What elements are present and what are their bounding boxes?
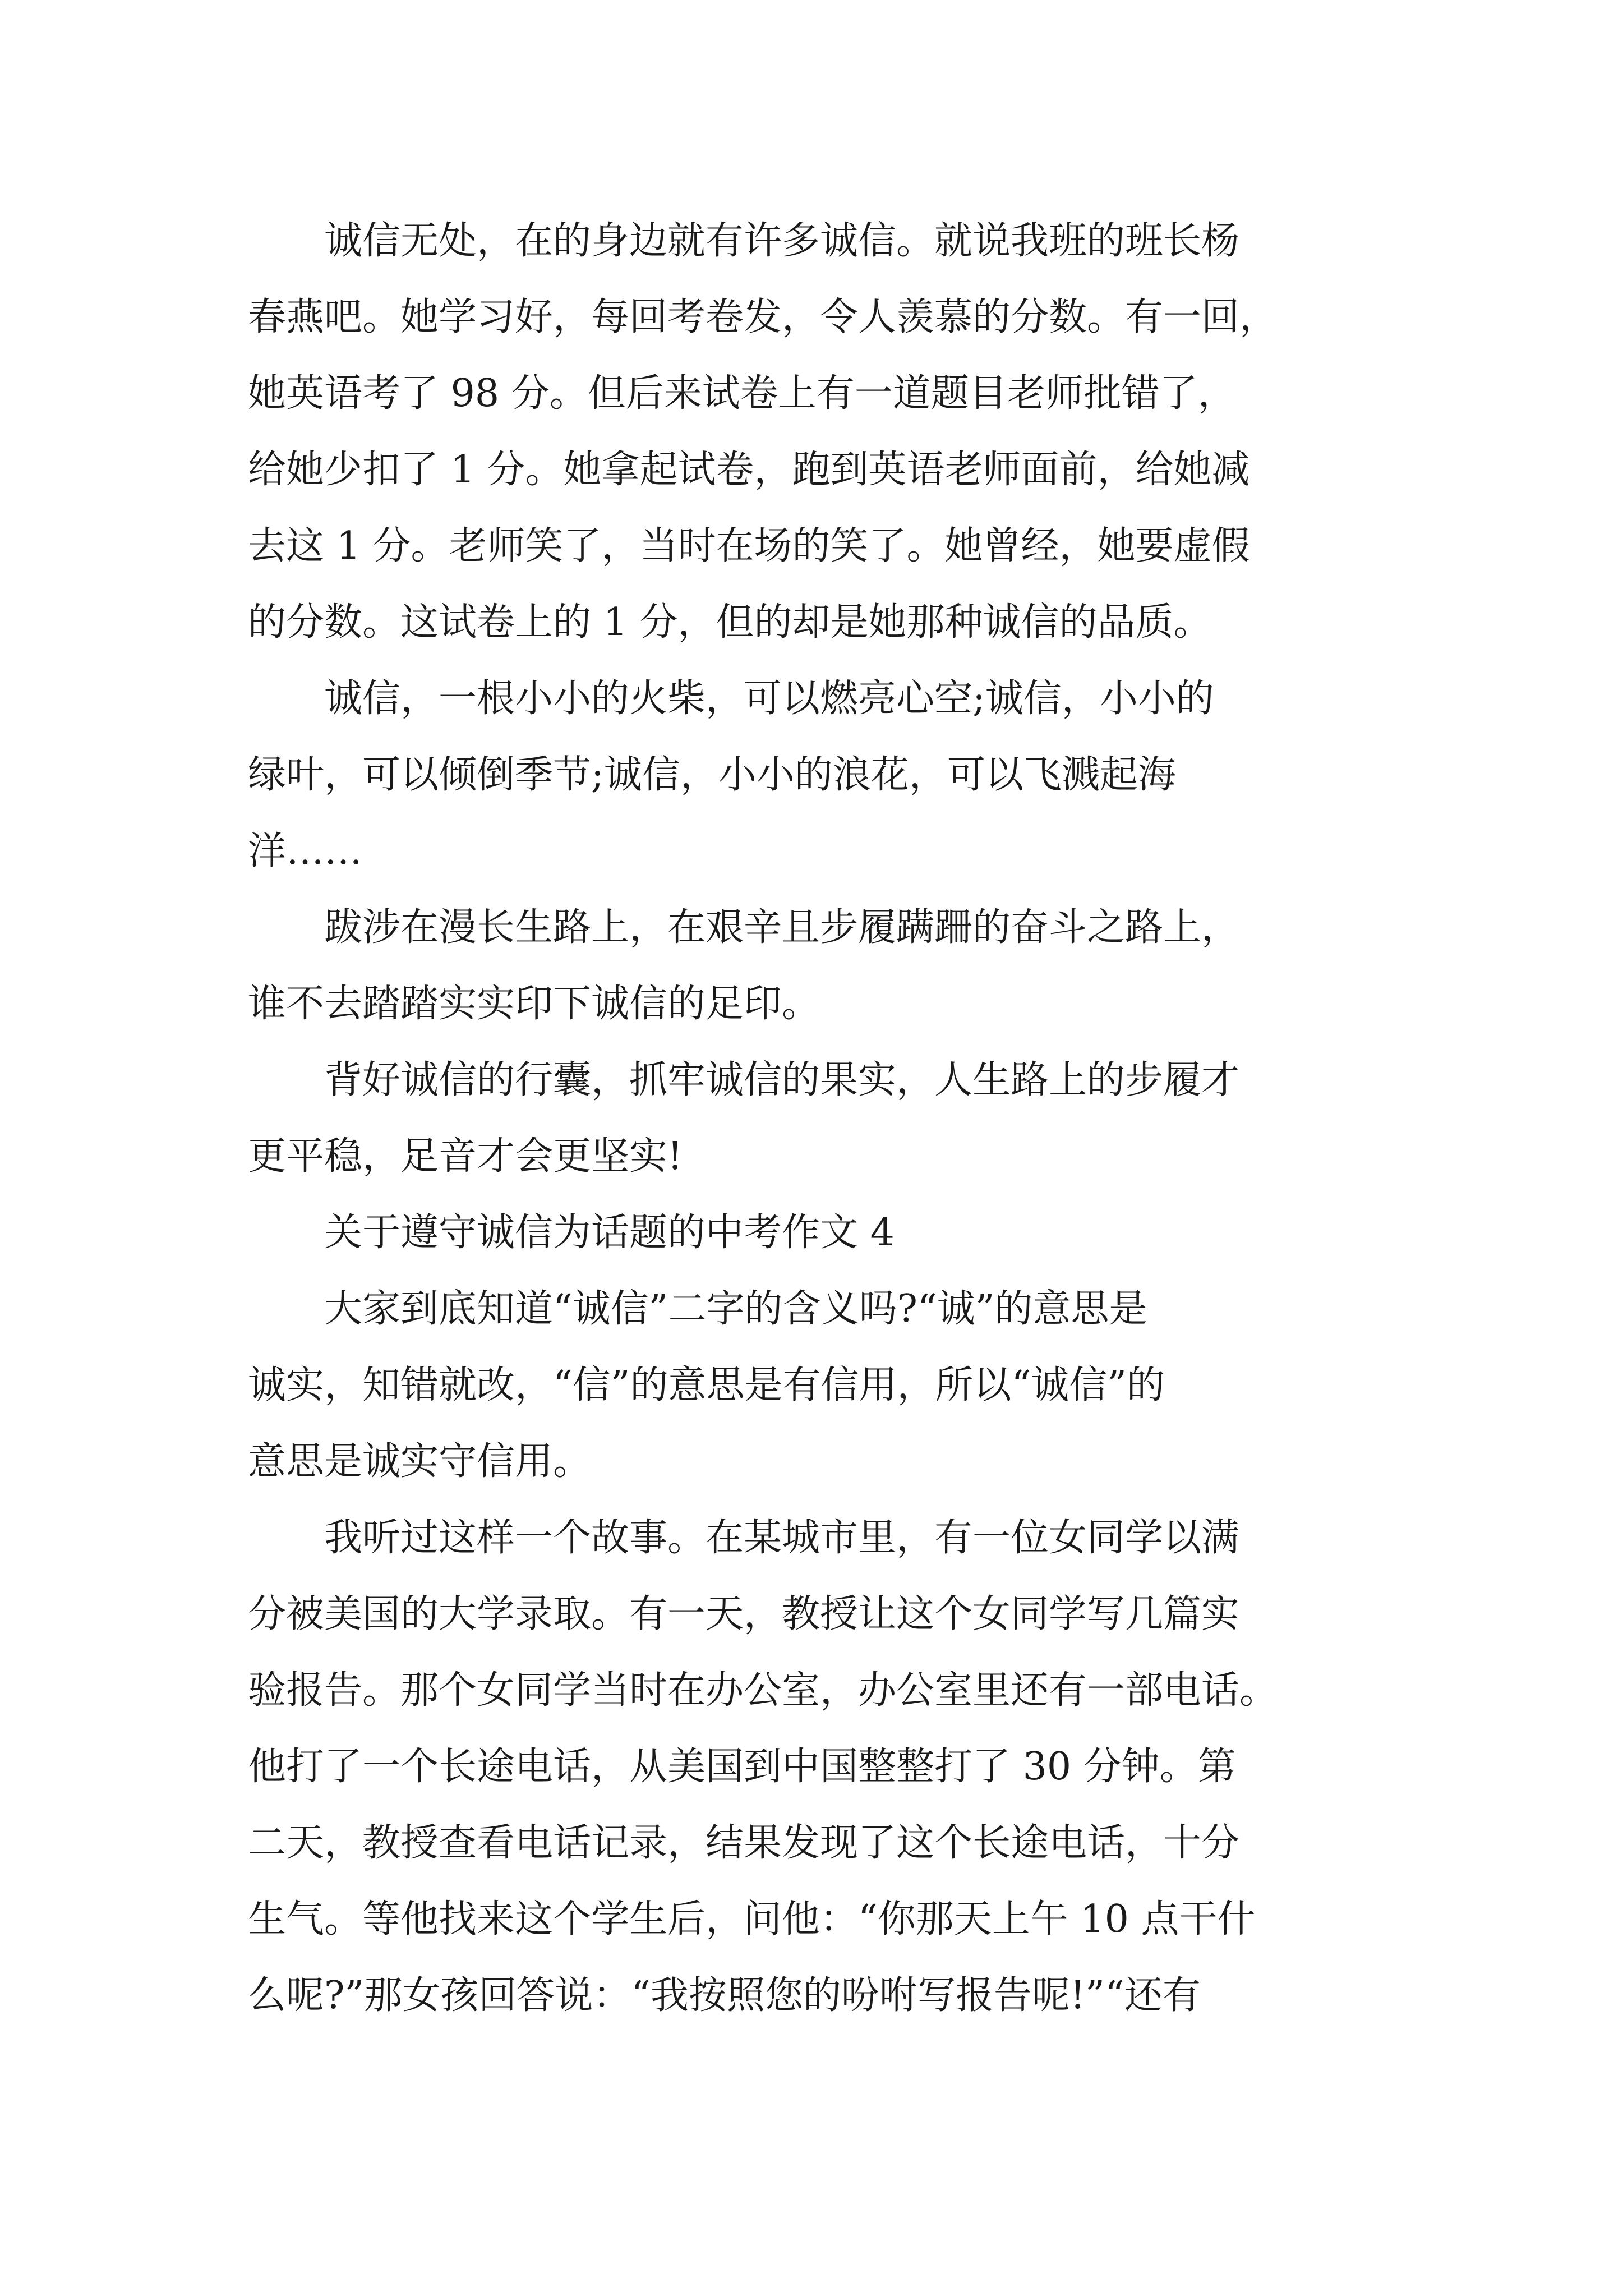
text-line: 她英语考了 98 分。但后来试卷上有一道题目老师批错了，	[248, 371, 1236, 416]
text-line: 分被美国的大学录取。有一天，教授让这个女同学写几篇实	[248, 1592, 1240, 1636]
text-line: 给她少扣了 1 分。她拿起试卷，跑到英语老师面前，给她减	[248, 448, 1250, 492]
text-line: 绿叶，可以倾倒季节;诚信，小小的浪花，可以飞溅起海	[248, 753, 1176, 797]
text-line: 的分数。这试卷上的 1 分，但的却是她那种诚信的品质。	[248, 600, 1212, 645]
text-line: 洋……	[248, 829, 363, 873]
text-line: 么呢?”那女孩回答说：“我按照您的吩咐写报告呢!”“还有	[248, 1973, 1201, 2018]
text-line: 意思是诚实守信用。	[248, 1439, 592, 1484]
text-line: 背好诚信的行囊，抓牢诚信的果实，人生路上的步履才	[324, 1058, 1240, 1102]
text-line: 更平稳，足音才会更坚实!	[248, 1134, 683, 1179]
text-line: 跋涉在漫长生路上，在艰辛且步履蹒跚的奋斗之路上，	[324, 905, 1240, 950]
document-body	[248, 203, 1392, 2034]
text-line: 验报告。那个女同学当时在办公室，办公室里还有一部电话。	[248, 1668, 1278, 1713]
text-line: 谁不去踏踏实实印下诚信的足印。	[248, 982, 820, 1026]
text-line: 诚信，一根小小的火柴，可以燃亮心空;诚信，小小的	[324, 677, 1214, 721]
text-line: 诚实，知错就改，“信”的意思是有信用，所以“诚信”的	[248, 1363, 1165, 1407]
text-line: 去这 1 分。老师笑了，当时在场的笑了。她曾经，她要虚假	[248, 524, 1250, 568]
text-line: 诚信无处，在的身边就有许多诚信。就说我班的班长杨	[324, 219, 1240, 263]
text-line: 他打了一个长途电话，从美国到中国整整打了 30 分钟。第	[248, 1745, 1236, 1789]
section-heading: 关于遵守诚信为话题的中考作文 4	[324, 1211, 895, 1255]
text-line: 生气。等他找来这个学生后，问他：“你那天上午 10 点干什	[248, 1897, 1256, 1941]
text-line: 大家到底知道“诚信”二字的含义吗?“诚”的意思是	[324, 1287, 1147, 1331]
text-line: 二天，教授查看电话记录，结果发现了这个长途电话，十分	[248, 1821, 1240, 1865]
text-line: 春燕吧。她学习好，每回考卷发，令人羡慕的分数。有一回，	[248, 295, 1278, 339]
text-line: 我听过这样一个故事。在某城市里，有一位女同学以满	[324, 1516, 1240, 1560]
